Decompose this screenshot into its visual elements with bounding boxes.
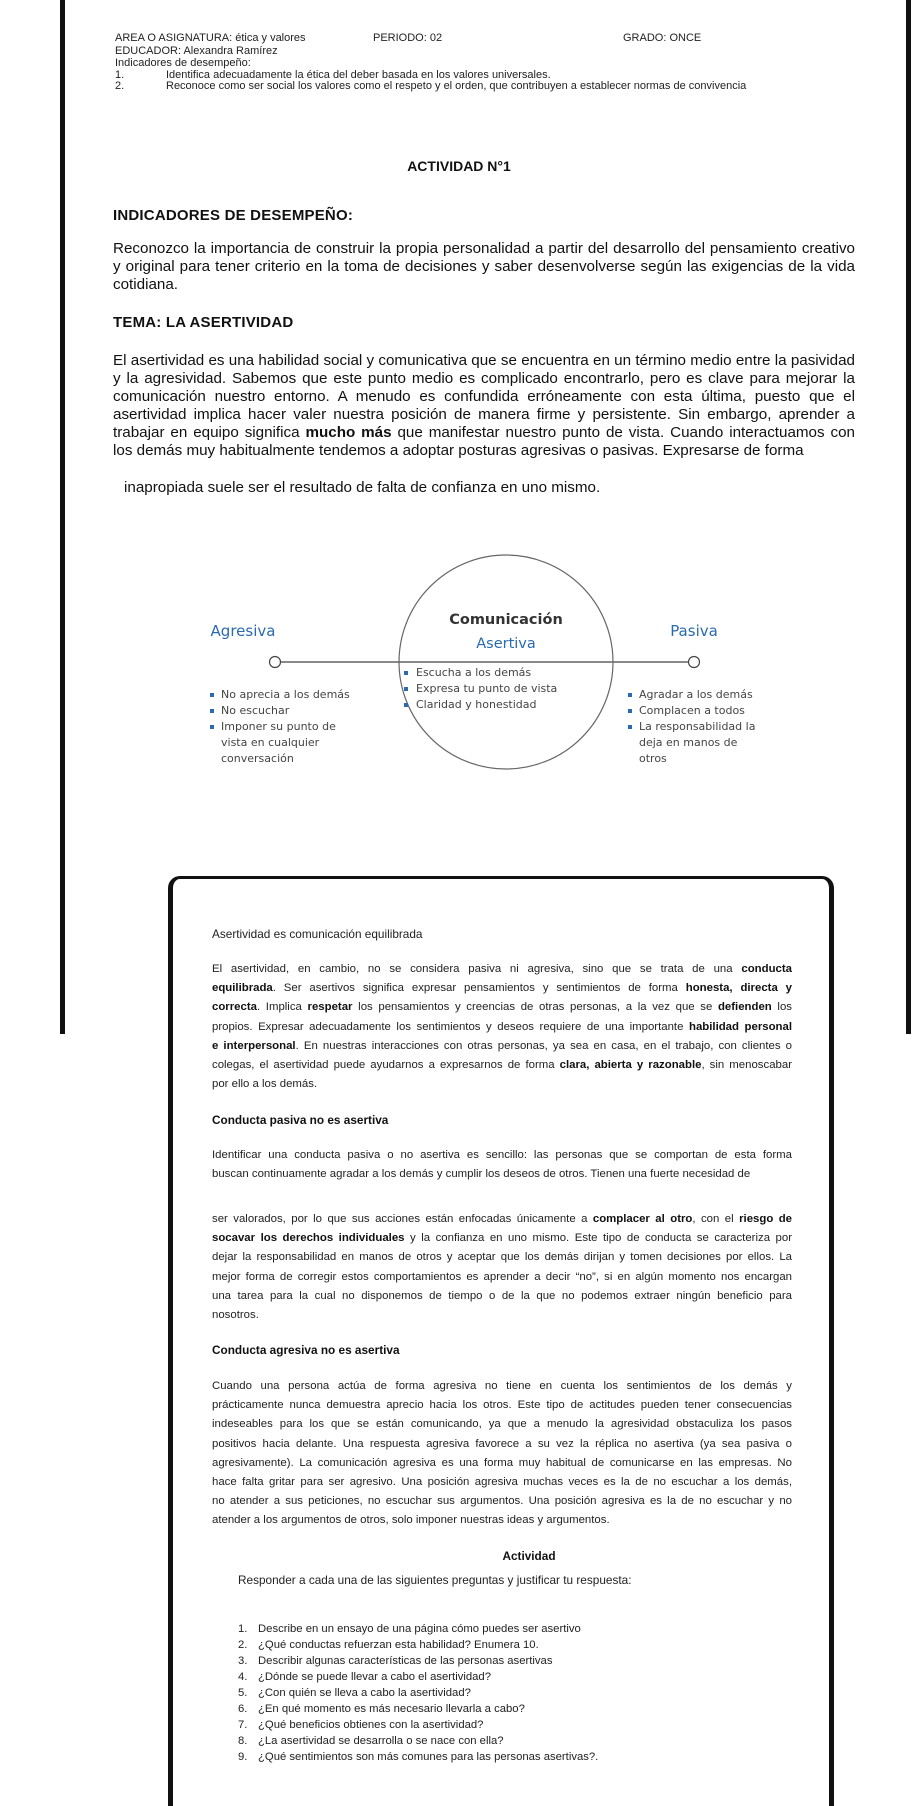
bold-text: defienden <box>717 1001 772 1014</box>
pasiva-paragraph-2 <box>212 1210 792 1325</box>
question-item <box>238 1701 598 1717</box>
diagram-left-items <box>210 688 350 765</box>
bold-text: equilibrada <box>212 982 273 995</box>
text-line <box>212 1037 792 1056</box>
actividad-instruction: Responder a cada una de las siguientes preguntas y justificar tu respuesta: <box>238 1573 632 1587</box>
text-segment: buscan continuamente agradar a los demás y cumplir los deseos de otros. Tienen una fuerte necesidad de <box>212 1168 751 1181</box>
text-segment: propios. Expresar adecuadamente los sentimientos y deseos requiere de una importante <box>212 1020 689 1033</box>
tema-text-bold: mucho más <box>305 424 392 441</box>
bold-text: complacer al otro <box>592 1213 693 1225</box>
right-item-2: Complacen a todos <box>639 704 745 717</box>
center-item-1: Escucha a los demás <box>416 666 532 679</box>
center-item-2: Expresa tu punto de vista <box>416 682 558 695</box>
text-line <box>212 1210 792 1229</box>
question-text: ¿Qué sentimientos son más comunes para las personas asertivas?. <box>258 1751 599 1763</box>
question-number: 5. <box>238 1687 248 1699</box>
questions-list <box>238 1621 598 1765</box>
text-segment: agresivamente). La comunicación agresiva es una forma muy habitual de comunicarse en las empresas. No <box>212 1456 792 1469</box>
text-line <box>212 1492 792 1511</box>
left-item-2: No escuchar <box>221 704 290 717</box>
question-item <box>238 1685 598 1701</box>
header-area: AREA O ASIGNATURA: ética y valores <box>115 32 306 44</box>
question-item <box>238 1653 598 1669</box>
question-item <box>238 1637 598 1653</box>
bullet-icon <box>210 709 214 713</box>
header-item-2-num: 2. <box>115 80 125 92</box>
bold-text: conducta <box>741 963 792 975</box>
text-line <box>212 1473 792 1492</box>
question-text: ¿Con quién se lleva a cabo la asertividad? <box>258 1687 471 1699</box>
text-segment: hace falta gritar para ser agresivo. Una posición agresiva muchas veces es la de no escuchar a los demás, <box>212 1476 792 1489</box>
pasiva-paragraph-1 <box>212 1146 792 1184</box>
diagram-left-node <box>270 657 281 668</box>
header-indicadores-label: Indicadores de desempeño: <box>115 57 251 69</box>
question-item <box>238 1669 598 1685</box>
text-segment: . Implica <box>256 1001 308 1014</box>
bullet-icon <box>404 703 408 707</box>
bullet-icon <box>404 671 408 675</box>
indicadores-heading: INDICADORES DE DESEMPEÑO: <box>113 207 354 224</box>
text-line <box>212 1377 792 1396</box>
bold-text: riesgo de <box>739 1213 793 1225</box>
bold-text: respetar <box>307 1001 353 1014</box>
text-line <box>212 1229 792 1248</box>
text-segment: indeseables para los que se están comunicando, ya que a menudo la agresividad obstaculiza los pasos <box>212 1418 792 1431</box>
question-number: 6. <box>238 1703 248 1715</box>
text-line <box>212 1435 792 1454</box>
question-text: Describe en un ensayo de una página cómo puedes ser asertivo <box>258 1623 581 1635</box>
text-segment: . En nuestras interacciones con otras personas, ya sea en casa, en el trabajo, con clientes o <box>295 1039 792 1052</box>
text-line <box>212 960 792 979</box>
text-segment: . Ser asertivos significa expresar pensamientos y sentimientos de forma <box>272 982 686 995</box>
text-segment: El asertividad, en cambio, no se considera pasiva ni agresiva, sino que se trata de una <box>212 963 742 975</box>
bold-text: correcta <box>212 1001 257 1014</box>
text-segment: atender a los argumentos de otros, solo imponer nuestras ideas y argumentos. <box>212 1514 610 1527</box>
text-segment: los <box>771 1001 792 1014</box>
page-border-right <box>906 0 911 1034</box>
text-segment: positivos hacia delante. Una respuesta agresiva favorece a su vez la réplica no asertiva (ya sea pasiva o <box>212 1437 792 1450</box>
header-item-1-num: 1. <box>115 69 125 81</box>
question-text: ¿En qué momento es más necesario llevarla a cabo? <box>258 1703 525 1715</box>
agresiva-paragraph <box>212 1377 792 1531</box>
text-line <box>212 1268 792 1287</box>
text-segment: , con el <box>692 1213 740 1225</box>
tema-heading: TEMA: LA ASERTIVIDAD <box>113 314 294 331</box>
text-line <box>212 1018 792 1037</box>
tema-text-part-1: El asertividad es una habilidad social y comunicativa que se encuentra en un término medio entre la pasividad y la agresividad. Sabemos que este punto medio es complicado encontrarlo, pero es clave para mejorar la comunicación nuestro entorno. A menudo es confundida erróneamente con esta última, puesto que el asertividad implica hacer valer nuestra posición de manera firme y persistente. Sin embargo, aprender a trabajar en equipo significa <box>113 352 855 441</box>
text-line <box>212 1056 792 1075</box>
text-line <box>212 979 792 998</box>
bullet-icon <box>210 693 214 697</box>
text-segment: los pensamientos y creencias de otras personas, a la vez que se <box>352 1001 718 1014</box>
text-segment: por ello a los demás. <box>212 1078 318 1091</box>
header-periodo: PERIODO: 02 <box>373 32 443 44</box>
text-line <box>212 1454 792 1473</box>
question-text: Describir algunas características de las personas asertivas <box>258 1655 553 1667</box>
question-number: 4. <box>238 1671 248 1683</box>
text-line <box>212 1248 792 1267</box>
header-grado: GRADO: ONCE <box>623 32 702 44</box>
bullet-icon <box>628 725 632 729</box>
bullet-icon <box>404 687 408 691</box>
question-text: ¿Qué beneficios obtienes con la asertividad? <box>258 1719 484 1731</box>
header-educador: EDUCADOR: Alexandra Ramírez <box>115 45 278 57</box>
question-number: 9. <box>238 1751 248 1763</box>
text-line <box>212 1287 792 1306</box>
bullet-icon <box>628 709 632 713</box>
right-item-3: La responsabilidad la <box>639 720 756 733</box>
tema-text-end: inapropiada suele ser el resultado de falta de confianza en uno mismo. <box>124 479 601 496</box>
text-segment: mejor forma de corregir estos comportamientos es aprender a decir “no”, si en algún momento nos encargan <box>212 1270 792 1283</box>
bullet-icon <box>210 725 214 729</box>
question-text: ¿Dónde se puede llevar a cabo el asertividad? <box>258 1671 491 1683</box>
pasiva-heading: Conducta pasiva no es asertiva <box>212 1113 389 1127</box>
indicadores-text: Reconozco la importancia de construir la propia personalidad a partir del desarrollo del pensamiento creativo y original para tener criterio en la toma de decisiones y saber desenvolverse según las exigencias de la vida cotidiana. <box>113 240 855 293</box>
text-segment: colegas, el asertividad puede ayudarnos a expresarnos de forma <box>212 1059 560 1072</box>
agresiva-heading: Conducta agresiva no es asertiva <box>212 1343 400 1357</box>
diagram-center-title-2: Asertiva <box>476 636 536 652</box>
diagram-center-title-1: Comunicación <box>449 612 563 628</box>
text-line <box>212 1306 792 1325</box>
question-number: 1. <box>238 1623 248 1635</box>
right-item-5: otros <box>639 752 667 765</box>
text-segment: Identificar una conducta pasiva o no asertiva es sencillo: las personas que se comportan de esta forma <box>212 1149 792 1161</box>
text-segment: dejar la responsabilidad en manos de otros y aceptar que los demás dirijan y tomen decisiones por ellos. La <box>212 1251 792 1264</box>
text-segment: no atender a sus peticiones, no escuchar sus argumentos. Una posición agresiva es la de no escuchar y no <box>212 1495 792 1508</box>
question-text: ¿Qué conductas refuerzan esta habilidad? Enumera 10. <box>258 1639 539 1651</box>
right-item-4: deja en manos de <box>639 736 738 749</box>
text-segment: nosotros. <box>212 1309 259 1322</box>
text-line <box>212 1075 792 1094</box>
left-item-5: conversación <box>221 752 294 765</box>
left-item-3: Imponer su punto de <box>221 720 336 733</box>
question-item <box>238 1717 598 1733</box>
question-item <box>238 1749 598 1765</box>
question-number: 2. <box>238 1639 248 1651</box>
header-item-2-text: Reconoce como ser social los valores como el respeto y el orden, que contribuyen a establecer normas de convivencia <box>166 80 747 92</box>
text-line <box>212 1396 792 1415</box>
question-item <box>238 1621 598 1637</box>
page-border-left <box>60 0 65 1034</box>
text-line <box>212 998 792 1017</box>
text-segment: una tarea para la cual no disponemos de tiempo o de la que no podemos extraer ningún beneficio para <box>212 1289 792 1302</box>
text-segment: , sin menoscabar <box>701 1059 792 1072</box>
tema-text <box>113 352 855 460</box>
tema-text-part-2: que manifestar nuestro punto de vista. Cuando interactuamos con los demás muy habitualmente tendemos a adoptar posturas agresivas o pasivas. Expresarse de forma <box>113 424 855 459</box>
bold-text: clara, abierta y razonable <box>559 1059 702 1072</box>
diagram-center-items <box>404 666 557 711</box>
left-item-1: No aprecia a los demás <box>221 688 350 701</box>
diagram-right-items <box>628 688 755 765</box>
text-segment: y la confianza en uno mismo. Este tipo de conducta se caracteriza por <box>404 1232 792 1245</box>
right-item-1: Agradar a los demás <box>639 688 753 701</box>
text-segment: prácticamente nunca demuestra aprecio hacia los otros. Este tipo de actitudes pueden tener consecuencias <box>212 1399 792 1412</box>
assertiveness-diagram <box>0 540 918 780</box>
question-item <box>238 1733 598 1749</box>
center-item-3: Claridad y honestidad <box>416 698 537 711</box>
bold-text: habilidad personal <box>688 1020 792 1033</box>
activity-title: ACTIVIDAD N°1 <box>407 158 511 174</box>
bold-text: honesta, directa y <box>685 982 792 995</box>
text-line <box>212 1511 792 1530</box>
left-item-4: vista en cualquier <box>221 736 320 749</box>
bullet-icon <box>628 693 632 697</box>
card-title: Asertividad es comunicación equilibrada <box>212 927 423 941</box>
question-number: 3. <box>238 1655 248 1667</box>
bold-text: e interpersonal <box>212 1039 296 1052</box>
text-segment: ser valorados, por lo que sus acciones están enfocadas únicamente a <box>212 1213 593 1225</box>
actividad-heading: Actividad <box>502 1549 556 1563</box>
question-text: ¿La asertividad se desarrolla o se nace con ella? <box>258 1735 504 1747</box>
card-intro-paragraph <box>212 960 792 1094</box>
bold-text: socavar los derechos individuales <box>212 1232 405 1245</box>
text-line <box>212 1146 792 1165</box>
header-item-1-text: Identifica adecuadamente la ética del deber basada en los valores universales. <box>166 69 551 81</box>
text-segment: Cuando una persona actúa de forma agresiva no tiene en cuenta los sentimientos de los demás y <box>212 1380 792 1392</box>
diagram-right-title: Pasiva <box>670 622 718 640</box>
diagram-left-title: Agresiva <box>210 622 276 640</box>
question-number: 7. <box>238 1719 248 1731</box>
diagram-right-node <box>689 657 700 668</box>
question-number: 8. <box>238 1735 248 1747</box>
text-line <box>212 1165 792 1184</box>
text-line <box>212 1415 792 1434</box>
